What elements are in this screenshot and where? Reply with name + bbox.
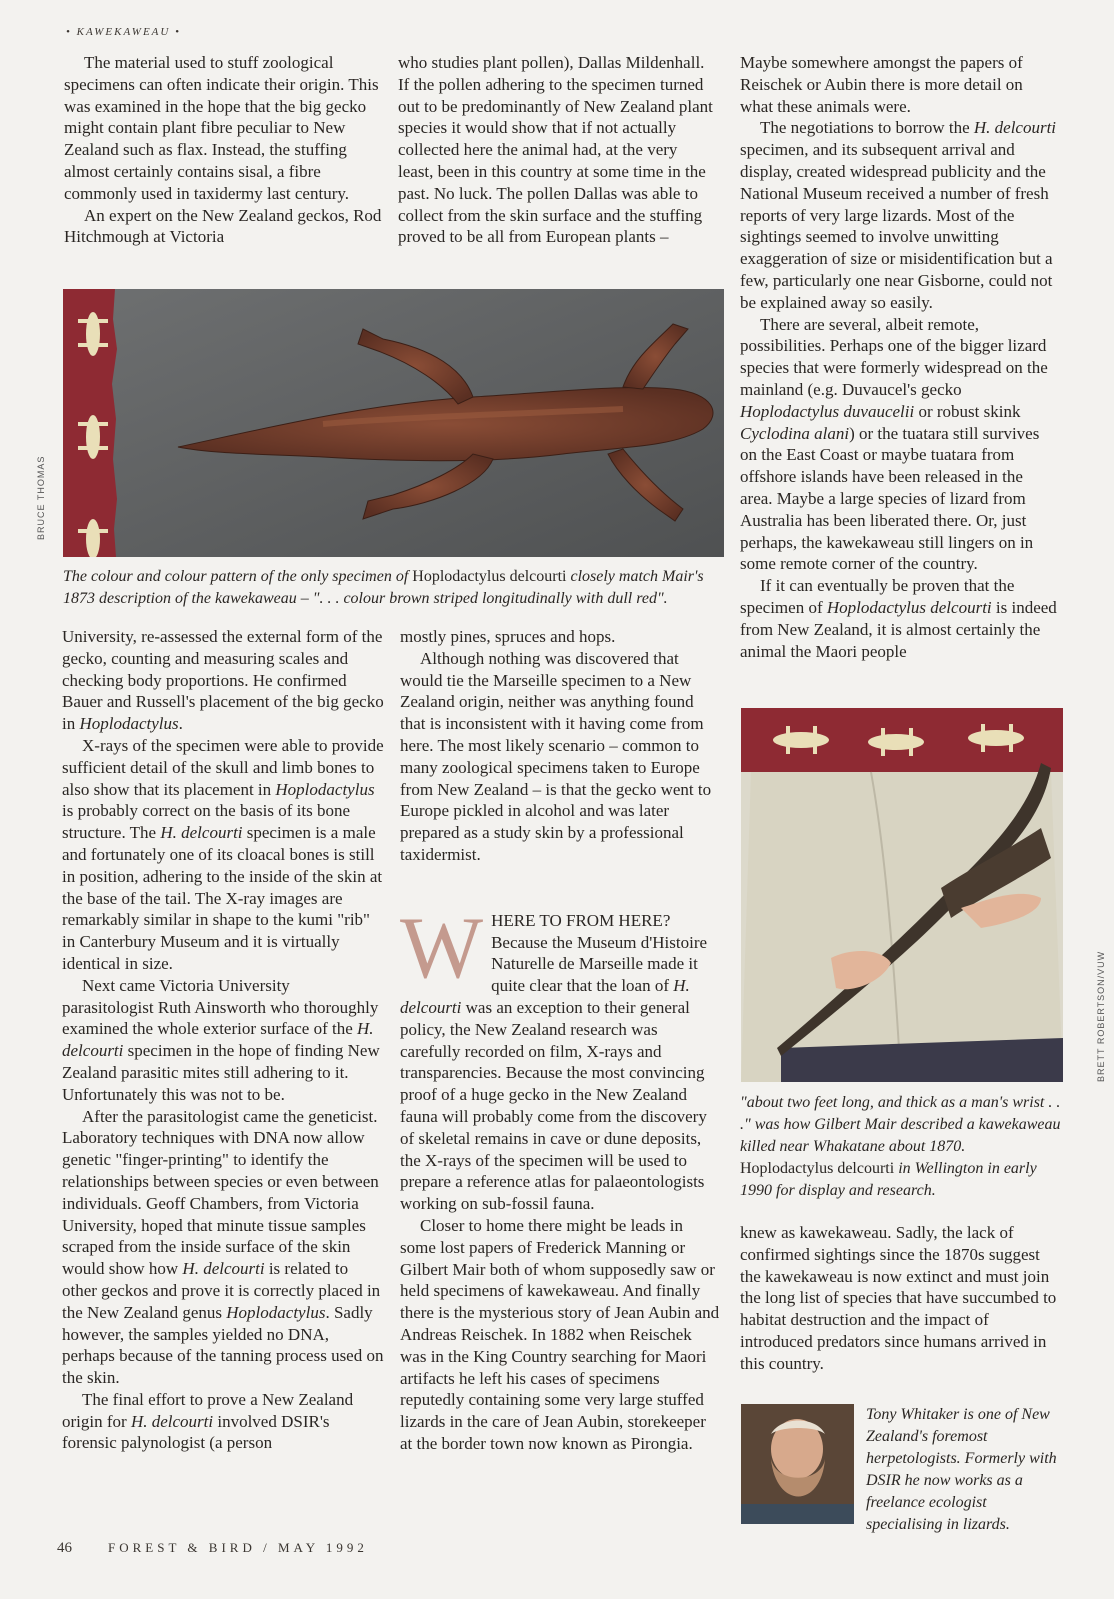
author-bio: Tony Whitaker is one of New Zealand's foremost herpetologists. Formerly with DSIR he now works as a freelance ecologist specialising in lizards.: [866, 1406, 1057, 1533]
gecko-specimen-photo: [63, 289, 724, 557]
footer-publication: FOREST & BIRD / MAY 1992: [108, 1540, 368, 1555]
paragraph: Next came Victoria University parasitologist Ruth Ainsworth who thoroughly examined the whole exterior surface of the H. delcourti specimen in the hope of finding New Zealand parasitic mites still adhering to it. Unfortunately this was not to be.: [62, 975, 380, 1104]
paragraph: An expert on the New Zealand geckos, Rod Hitchmough at Victoria: [64, 205, 382, 247]
photo-credit: BRETT ROBERTSON/VUW: [1096, 950, 1106, 1082]
column-3-bottom: [740, 1222, 1062, 1375]
page-footer: [57, 1540, 368, 1557]
paragraph: If it can eventually be proven that the specimen of Hoplodactylus delcourti is indeed from New Zealand, it is almost certainly the animal the Maori people: [740, 576, 1057, 661]
paragraph: The negotiations to borrow the H. delcourti specimen, and its subsequent arrival and display, created widespread publicity and the National Museum received a number of fresh reports of very large lizards. Most of the sightings seemed to involve unwitting exaggeration of size or misidentification but a few, particularly one near Gisborne, could not be explained away so easily.: [740, 118, 1057, 312]
photo-caption: "about two feet long, and thick as a man's wrist . . ." was how Gilbert Mair described a kawekaweau killed near Whakatane about 1870. Hoplodactylus delcourti in Wellington in early 1990 for display and research.: [740, 1094, 1061, 1199]
drop-cap: W: [400, 899, 484, 997]
section-heading-block: [400, 899, 722, 1215]
paragraph: who studies plant pollen), Dallas Mildenhall. If the pollen adhering to the specimen turned out to be predominantly of New Zealand plant species it would show that if not actually collected here the animal had, at the very least, been in this country at some time in the past. No luck. The pollen Dallas was able to collect from the skin surface and the stuffing proved to be all from European plants –: [398, 53, 713, 247]
held-gecko-illustration: [741, 708, 1063, 1082]
paragraph: There are several, albeit remote, possibilities. Perhaps one of the bigger lizard species that were formerly widespread on the mainland (e.g. Duvaucel's gecko Hoplodactylus duvaucelii or robust skink Cyclodina alani) or the tuatara still survives on the East Coast or maybe tuatara from offshore islands have been released in the area. Maybe a large species of lizard from Australia has been liberated there. Or, just perhaps, the kawekaweau still lingers on in some remote corner of the country.: [740, 314, 1048, 574]
section-heading: HERE TO FROM HERE?: [491, 910, 671, 930]
paragraph: Although nothing was discovered that would tie the Marseille specimen to a New Zealand origin, neither was anything found that is inconsistent with it having come from here. The most likely scenario – common to many zoological specimens taken to Europe from New Zealand – is that the gecko went to Europe pickled in alcohol and was later prepared as a study skin by a professional taxidermist.: [400, 648, 712, 864]
paragraph: Maybe somewhere amongst the papers of Reischek or Aubin there is more detail on what these animals were.: [740, 53, 1023, 116]
paragraph: University, re-assessed the external form of the gecko, counting and measuring scales and checking body proportions. He confirmed Bauer and Russell's placement of the big gecko in Hoplodactylus.: [62, 627, 384, 734]
running-head: • KAWEKAWEAU •: [66, 26, 181, 38]
author-face-illustration: [741, 1404, 854, 1524]
paragraph: X-rays of the specimen were able to provide sufficient detail of the skull and limb bones to also show that its placement in Hoplodactylus is probably correct on the basis of its bone structure. The H. delcourti specimen is a male and fortunately one of its cloacal bones is still in position, adhering to the inside of the skin at the base of the tail. The X-ray images are remarkably similar in shape to the kumi "rib" in Canterbury Museum and it is virtually identical in size.: [62, 735, 384, 973]
paragraph: The final effort to prove a New Zealand origin for H. delcourti involved DSIR's forensic palynologist (a person: [62, 1389, 354, 1453]
paragraph: Because the Museum d'Histoire Naturelle de Marseille made it quite clear that the loan of H. delcourti was an exception to their general policy, the New Zealand research was carefully recorded on film, X-rays and transparencies. Because the most convincing proof of a huge gecko in the New Zealand fauna will probably come from the discovery of skeletal remains in cave or dune deposits, the X-rays of the specimen will be used to prepare a reference atlas for palaeontologists working on sub-fossil fauna.: [400, 932, 708, 1214]
column-2-bottom: [400, 626, 722, 1455]
paragraph: Closer to home there might be leads in some lost papers of Frederick Manning or Gilbert Mair both of whom supposedly saw or held specimens of kawekaweau. And finally there is the mysterious story of Jean Aubin and Andreas Reischek. In 1882 when Reischek was in the King Country searching for Maori artifacts he left his cases of specimens reputedly containing some very large stuffed lizards in the care of Jean Aubin, storekeeper at the border town now known as Pirongia.: [400, 1215, 720, 1453]
photo-caption: The colour and colour pattern of the only specimen of Hoplodactylus delcourti closely match Mair's 1873 description of the kawekaweau – ". . . colour brown striped longitudinally with dull red".: [63, 568, 704, 607]
column-2-top: [398, 52, 716, 248]
gecko-specimen-illustration: [63, 289, 724, 557]
paragraph: mostly pines, spruces and hops.: [400, 627, 616, 646]
photo-credit: BRUCE THOMAS: [36, 455, 46, 540]
held-gecko-photo: [741, 708, 1063, 1082]
author-portrait: [741, 1404, 854, 1524]
column-3-top: [740, 52, 1058, 662]
paragraph: The material used to stuff zoological specimens can often indicate their origin. This was examined in the hope that the big gecko might contain plant fibre peculiar to New Zealand such as flax. Instead, the stuffing almost certainly contains sisal, a fibre commonly used in taxidermy last century.: [64, 53, 379, 203]
column-1-bottom: [62, 626, 384, 1454]
paragraph: knew as kawekaweau. Sadly, the lack of confirmed sightings since the 1870s suggest the kawekaweau is now extinct and must join the long list of species that have succumbed to habitat destruction and the impact of introduced predators since humans arrived in this country.: [740, 1223, 1057, 1373]
column-1-top: [64, 52, 382, 248]
paragraph: After the parasitologist came the geneticist. Laboratory techniques with DNA now allow genetic "finger-printing" to identify the relationships between species or even between individuals. Geoff Chambers, from Victoria University, hoped that minute tissue samples scraped from the inside surface of the skin would show how H. delcourti is related to other geckos and prove it is correctly placed in the New Zealand genus Hoplodactylus. Sadly however, the samples yielded no DNA, perhaps because of the tanning process used on the skin.: [62, 1106, 384, 1388]
page-number: 46: [57, 1540, 72, 1556]
